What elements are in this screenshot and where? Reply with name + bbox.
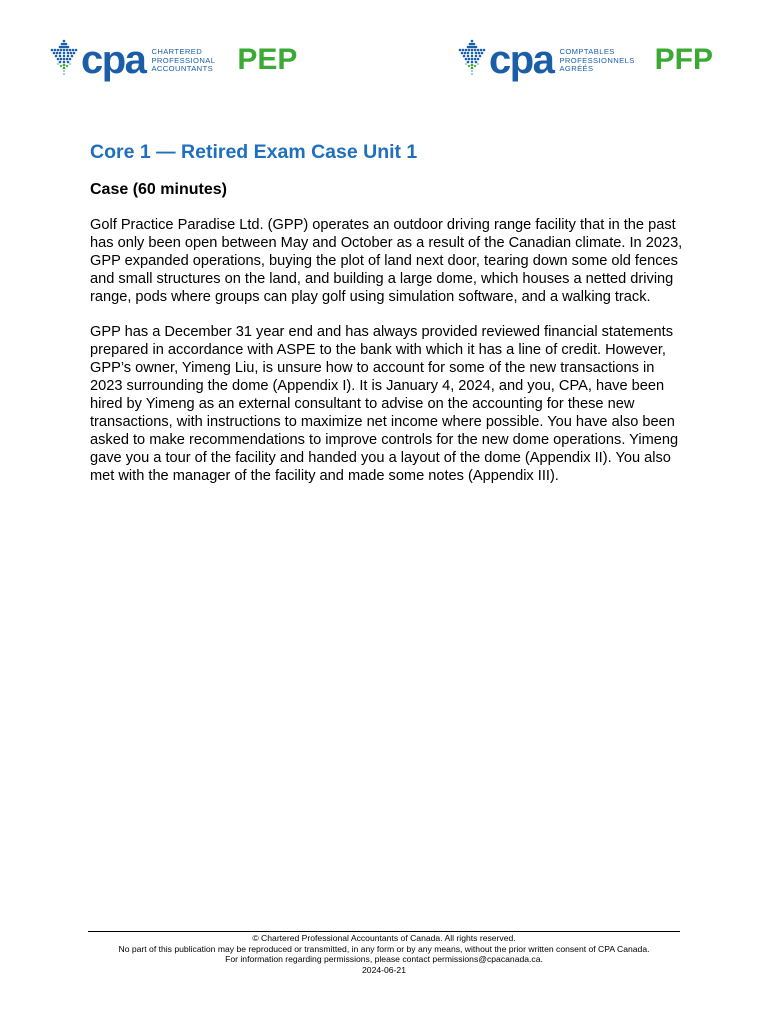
- footer-permissions: For information regarding permissions, please contact permissions@cpacanada.ca.: [225, 954, 543, 965]
- footer-date: 2024-06-21: [362, 964, 406, 975]
- org-name-line: PROFESSIONNELS: [559, 55, 635, 65]
- paragraph: GPP has a December 31 year end and has always provided reviewed financial statements prepared in accordance with ASPE to the bank with which it has a line of credit. However, GPP’s owner, Yimeng Liu, is unsure how to account for some of the new transactions in 2023 surrounding the dome (Appendix I). It is January 4, 2024, and you, CPA, have been hired by Yimeng as an external consultant to advise on the accounting for these new transactions, with instructions to maximize net income where possible. You have also been asked to make recommendations to improve controls for the new dome operations. Yimeng gave you a tour of the facility and handed you a layout of the dome (Appendix II). You also met with the manager of the facility and made some notes (Appendix III).: [90, 324, 679, 484]
- footer: [88, 933, 680, 975]
- org-name-line: CHARTERED: [151, 47, 203, 57]
- footer-reproduction-notice: No part of this publication may be reproduced or transmitted, in any form or by any means, without the prior written consent of CPA Canada.: [118, 943, 650, 954]
- org-name-line: AGRÉÉS: [559, 64, 594, 74]
- paragraph: Golf Practice Paradise Ltd. (GPP) operates an outdoor driving range facility that in the past has only been open between May and October as a result of the Canadian climate. In 2023, GPP expanded operations, buying the plot of land next door, tearing down some old fences and small structures on the land, and building a large dome, which houses a netted driving range, pods where groups can play golf using simulation software, and a walking track.: [90, 217, 683, 305]
- cpa-wordmark: cpa: [81, 38, 146, 82]
- org-name-line: COMPTABLES: [559, 47, 615, 57]
- cpa-logo-english: [48, 36, 297, 80]
- cpa-wordmark: cpa: [489, 38, 554, 82]
- org-name-line: PROFESSIONAL: [151, 55, 216, 65]
- maple-leaf-dots-icon: [456, 38, 488, 78]
- org-name-french: [559, 48, 634, 73]
- footer-copyright: © Chartered Professional Accountants of Canada. All rights reserved.: [252, 933, 516, 943]
- case-body: [90, 216, 684, 502]
- document-title: Core 1 — Retired Exam Case Unit 1: [90, 141, 418, 163]
- org-name-line: ACCOUNTANTS: [151, 64, 214, 74]
- case-subtitle: Case (60 minutes): [90, 181, 227, 198]
- org-name-english: [151, 48, 215, 73]
- program-label-pfp: PFP: [654, 43, 714, 76]
- cpa-logo-french: [456, 36, 713, 80]
- maple-leaf-dots-icon: [48, 38, 80, 78]
- program-label-pep: PEP: [237, 43, 298, 76]
- footer-divider: [88, 931, 680, 932]
